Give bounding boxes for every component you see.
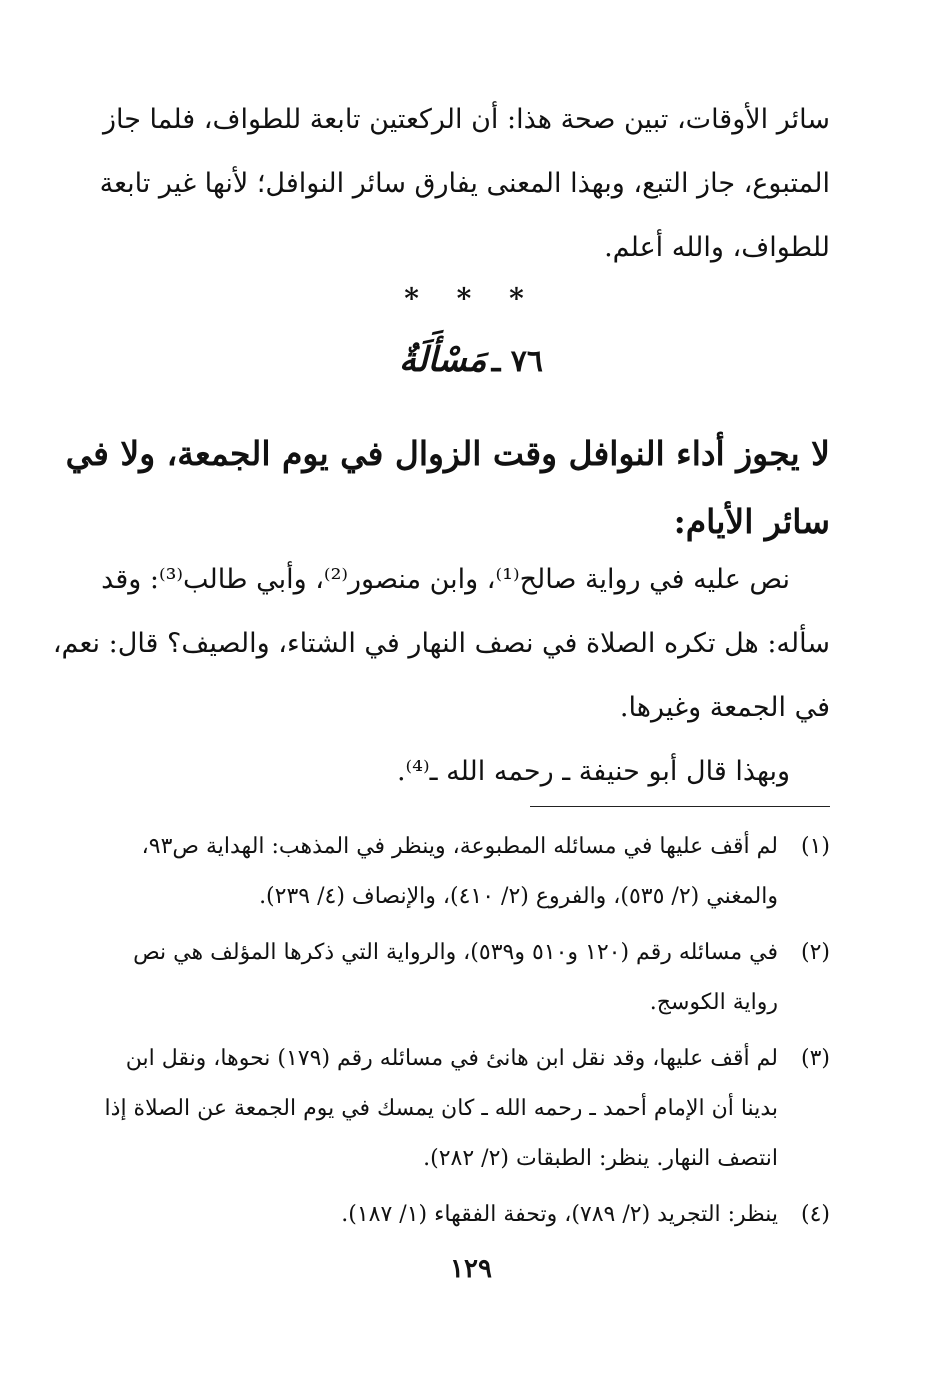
title-line: لا يجوز أداء النوافل وقت الزوال في يوم الجمعة، ولا في (65, 434, 830, 473)
issue-number: ٧٦ ـ (491, 344, 544, 379)
intro-paragraph (99, 88, 830, 280)
intro-line: سائر الأوقات، تبين صحة هذا: أن الركعتين تابعة للطواف، فلما جاز (102, 104, 830, 135)
footnote-line: لم أقف عليها، وقد نقل ابن هانئ في مسائله رقم (١٧٩) نحوها، ونقل ابن (125, 1046, 778, 1071)
page-number: ١٢٩ (450, 1254, 492, 1284)
body-line: نص عليه في رواية صالح⁽¹⁾، وابن منصور⁽²⁾، وأبي طالب⁽³⁾: وقد (101, 564, 790, 595)
intro-line: للطواف، والله أعلم. (604, 232, 830, 263)
body-paragraph (52, 548, 830, 804)
footnote-mark: (٤) (800, 1202, 830, 1227)
footnote-line: في مسائله رقم (١٢٠ و٥١٠ و٥٣٩)، والرواية التي ذكرها المؤلف هي نص (133, 940, 778, 965)
footnote-line: والمغني (٢/ ٥٣٥)، والفروع (٢/ ٤١٠)، والإنصاف (٤/ ٢٣٩). (259, 884, 778, 909)
footnote-mark: (٢) (800, 940, 830, 965)
body-line: سأله: هل تكره الصلاة في نصف النهار في الشتاء، والصيف؟ قال: نعم، (52, 628, 830, 659)
footnote-divider (530, 806, 830, 807)
footnote-line: انتصف النهار. ينظر: الطبقات (٢/ ٢٨٢). (423, 1146, 778, 1171)
intro-line: المتبوع، جاز التبع، وبهذا المعنى يفارق سائر النوافل؛ لأنها غير تابعة (99, 168, 830, 199)
footnote-line: ينظر: التجريد (٢/ ٧٨٩)، وتحفة الفقهاء (١/ ١٨٧). (341, 1202, 778, 1227)
separator-stars: * * * (404, 282, 538, 315)
body-line: في الجمعة وغيرها. (619, 692, 830, 723)
title-line: سائر الأيام: (673, 502, 830, 541)
issue-heading (0, 340, 942, 380)
footnote-2 (122, 928, 830, 1028)
footnotes (104, 822, 830, 1246)
footnote-line: لم أقف عليها في مسائله المطبوعة، وينظر في المذهب: الهداية ص٩٣، (141, 834, 778, 859)
footnote-line: رواية الكوسج. (649, 990, 778, 1015)
issue-title (65, 420, 830, 556)
footnote-line: بدينا أن الإمام أحمد ـ رحمه الله ـ كان يمسك في يوم الجمعة عن الصلاة إذا (104, 1096, 778, 1121)
hanafi-line: وبهذا قال أبو حنيفة ـ رحمه الله ـ⁽⁴⁾. (396, 756, 790, 787)
footnote-3 (104, 1034, 830, 1184)
footnote-1 (122, 822, 830, 922)
footnote-4 (122, 1190, 830, 1240)
footnote-mark: (٣) (800, 1046, 830, 1071)
issue-word: مَسْأَلَةٌ (398, 340, 487, 380)
footnote-mark: (١) (800, 834, 830, 859)
